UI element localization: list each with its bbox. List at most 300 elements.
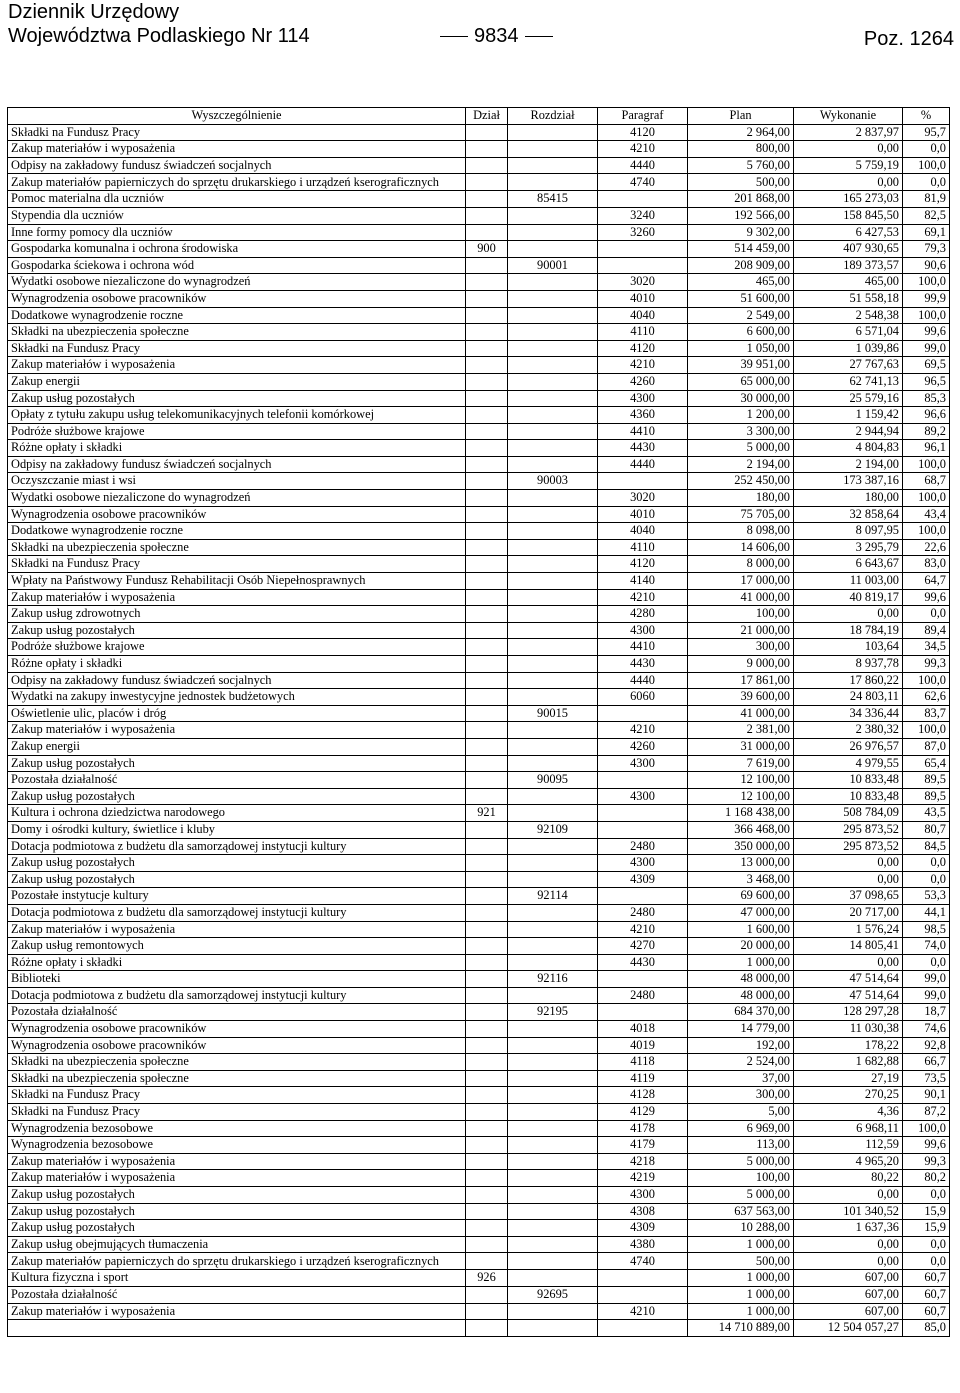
cell-plan: 1 000,00 — [688, 954, 794, 971]
cell-percent: 81,9 — [903, 191, 950, 208]
cell-description: Odpisy na zakładowy fundusz świadczeń socjalnych — [8, 157, 466, 174]
cell-paragraph — [598, 821, 688, 838]
cell-percent: 100,0 — [903, 307, 950, 324]
col-description: Wyszczególnienie — [8, 108, 466, 125]
table-row — [8, 1054, 950, 1071]
cell-percent: 0,0 — [903, 1253, 950, 1270]
cell-plan: 201 868,00 — [688, 191, 794, 208]
cell-section — [466, 556, 508, 573]
cell-plan: 41 000,00 — [688, 705, 794, 722]
cell-plan: 17 000,00 — [688, 573, 794, 590]
cell-paragraph: 4309 — [598, 871, 688, 888]
cell-execution: 407 930,65 — [794, 241, 903, 258]
cell-description: Pozostałe instytucje kultury — [8, 888, 466, 905]
table-row — [8, 705, 950, 722]
cell-chapter — [508, 174, 598, 191]
cell-execution: 8 097,95 — [794, 523, 903, 540]
table-row — [8, 954, 950, 971]
cell-paragraph: 4110 — [598, 539, 688, 556]
cell-paragraph — [598, 888, 688, 905]
cell-percent: 0,0 — [903, 1187, 950, 1204]
cell-plan: 51 600,00 — [688, 290, 794, 307]
cell-percent: 0,0 — [903, 954, 950, 971]
cell-section — [466, 573, 508, 590]
cell-description: Oświetlenie ulic, placów i dróg — [8, 705, 466, 722]
cell-section — [466, 938, 508, 955]
table-row — [8, 440, 950, 457]
cell-description: Zakup energii — [8, 373, 466, 390]
cell-percent: 90,6 — [903, 257, 950, 274]
cell-paragraph: 2480 — [598, 838, 688, 855]
cell-execution: 103,64 — [794, 639, 903, 656]
cell-chapter — [508, 755, 598, 772]
cell-section: 900 — [466, 241, 508, 258]
cell-section — [466, 1286, 508, 1303]
cell-execution: 11 003,00 — [794, 573, 903, 590]
cell-chapter — [508, 1137, 598, 1154]
cell-section — [466, 290, 508, 307]
cell-description: Zakup usług zdrowotnych — [8, 606, 466, 623]
cell-section — [466, 606, 508, 623]
cell-plan: 100,00 — [688, 606, 794, 623]
cell-plan: 300,00 — [688, 639, 794, 656]
cell-section — [466, 755, 508, 772]
cell-section — [466, 971, 508, 988]
cell-execution: 1 039,86 — [794, 340, 903, 357]
cell-execution: 112,59 — [794, 1137, 903, 1154]
cell-execution: 101 340,52 — [794, 1203, 903, 1220]
cell-section — [466, 157, 508, 174]
cell-execution: 47 514,64 — [794, 987, 903, 1004]
cell-description: Wydatki osobowe niezaliczone do wynagrodzeń — [8, 490, 466, 507]
cell-section — [466, 274, 508, 291]
cell-execution: 37 098,65 — [794, 888, 903, 905]
cell-paragraph: 4300 — [598, 390, 688, 407]
cell-description: Gospodarka komunalna i ochrona środowiska — [8, 241, 466, 258]
cell-section — [466, 838, 508, 855]
cell-chapter — [508, 141, 598, 158]
table-row — [8, 539, 950, 556]
cell-plan: 366 468,00 — [688, 821, 794, 838]
cell-plan: 9 000,00 — [688, 656, 794, 673]
cell-description: Zakup materiałów i wyposażenia — [8, 357, 466, 374]
col-paragraph: Paragraf — [598, 108, 688, 125]
cell-paragraph: 4300 — [598, 755, 688, 772]
cell-execution: 0,00 — [794, 855, 903, 872]
table-row — [8, 871, 950, 888]
cell-percent: 99,0 — [903, 340, 950, 357]
cell-paragraph: 3020 — [598, 274, 688, 291]
cell-percent: 99,9 — [903, 290, 950, 307]
cell-description: Dotacja podmiotowa z budżetu dla samorządowej instytucji kultury — [8, 904, 466, 921]
cell-section — [466, 340, 508, 357]
cell-percent: 73,5 — [903, 1070, 950, 1087]
cell-section — [466, 1104, 508, 1121]
cell-description: Pozostała działalność — [8, 772, 466, 789]
cell-percent: 99,3 — [903, 656, 950, 673]
cell-description: Zakup usług pozostałych — [8, 1187, 466, 1204]
cell-chapter — [508, 157, 598, 174]
cell-plan: 41 000,00 — [688, 589, 794, 606]
cell-plan: 30 000,00 — [688, 390, 794, 407]
cell-chapter — [508, 722, 598, 739]
cell-description: Składki na Fundusz Pracy — [8, 124, 466, 141]
cell-chapter — [508, 290, 598, 307]
cell-chapter — [508, 738, 598, 755]
cell-description: Różne opłaty i składki — [8, 440, 466, 457]
journal-subtitle: Województwa Podlaskiego Nr 114 — [8, 25, 310, 47]
cell-section — [466, 373, 508, 390]
cell-chapter — [508, 689, 598, 706]
cell-description: Wynagrodzenia osobowe pracowników — [8, 1037, 466, 1054]
cell-section — [466, 191, 508, 208]
cell-paragraph — [598, 191, 688, 208]
cell-chapter — [508, 124, 598, 141]
cell-section — [466, 738, 508, 755]
cell-plan: 500,00 — [688, 1253, 794, 1270]
table-row — [8, 1220, 950, 1237]
cell-description: Składki na Fundusz Pracy — [8, 340, 466, 357]
table-row — [8, 855, 950, 872]
cell-plan: 3 468,00 — [688, 871, 794, 888]
cell-paragraph: 4740 — [598, 1253, 688, 1270]
table-row — [8, 1153, 950, 1170]
cell-paragraph — [598, 705, 688, 722]
cell-description: Wynagrodzenia osobowe pracowników — [8, 290, 466, 307]
cell-percent: 69,1 — [903, 224, 950, 241]
cell-paragraph: 3260 — [598, 224, 688, 241]
table-row — [8, 157, 950, 174]
cell-paragraph: 4210 — [598, 357, 688, 374]
cell-chapter — [508, 1270, 598, 1287]
cell-chapter: 92695 — [508, 1286, 598, 1303]
cell-section — [466, 324, 508, 341]
cell-chapter — [508, 1104, 598, 1121]
cell-description: Dodatkowe wynagrodzenie roczne — [8, 523, 466, 540]
cell-execution: 1 637,36 — [794, 1220, 903, 1237]
cell-chapter: 90003 — [508, 473, 598, 490]
table-row — [8, 656, 950, 673]
cell-execution: 180,00 — [794, 490, 903, 507]
table-row — [8, 1087, 950, 1104]
cell-percent: 0,0 — [903, 174, 950, 191]
cell-section — [466, 639, 508, 656]
table-row — [8, 755, 950, 772]
cell-execution: 607,00 — [794, 1303, 903, 1320]
cell-paragraph: 4120 — [598, 124, 688, 141]
table-row — [8, 838, 950, 855]
cell-plan: 1 600,00 — [688, 921, 794, 938]
table-row — [8, 490, 950, 507]
cell-plan: 65 000,00 — [688, 373, 794, 390]
cell-execution: 295 873,52 — [794, 838, 903, 855]
table-row — [8, 307, 950, 324]
cell-execution: 2 380,32 — [794, 722, 903, 739]
cell-percent: 89,4 — [903, 622, 950, 639]
cell-execution: 178,22 — [794, 1037, 903, 1054]
cell-description: Zakup usług pozostałych — [8, 871, 466, 888]
col-plan: Plan — [688, 108, 794, 125]
cell-plan: 5 000,00 — [688, 1187, 794, 1204]
cell-paragraph: 4300 — [598, 622, 688, 639]
cell-paragraph: 4410 — [598, 639, 688, 656]
table-row — [8, 672, 950, 689]
cell-paragraph: 4119 — [598, 1070, 688, 1087]
table-row — [8, 971, 950, 988]
cell-plan: 1 000,00 — [688, 1303, 794, 1320]
cell-execution: 508 784,09 — [794, 805, 903, 822]
cell-paragraph: 4210 — [598, 589, 688, 606]
cell-plan: 8 098,00 — [688, 523, 794, 540]
cell-chapter — [508, 1037, 598, 1054]
cell-percent: 62,6 — [903, 689, 950, 706]
cell-paragraph: 4308 — [598, 1203, 688, 1220]
cell-paragraph: 4128 — [598, 1087, 688, 1104]
cell-description: Wynagrodzenia osobowe pracowników — [8, 1021, 466, 1038]
table-row — [8, 456, 950, 473]
dash-left — [440, 36, 468, 37]
cell-section — [466, 207, 508, 224]
cell-paragraph: 4010 — [598, 506, 688, 523]
cell-plan: 31 000,00 — [688, 738, 794, 755]
cell-plan: 6 969,00 — [688, 1120, 794, 1137]
table-row — [8, 1004, 950, 1021]
cell-chapter — [508, 1170, 598, 1187]
table-row — [8, 1286, 950, 1303]
cell-paragraph: 4280 — [598, 606, 688, 623]
cell-section — [466, 141, 508, 158]
cell-execution: 607,00 — [794, 1270, 903, 1287]
cell-description: Różne opłaty i składki — [8, 954, 466, 971]
cell-description: Odpisy na zakładowy fundusz świadczeń socjalnych — [8, 456, 466, 473]
cell-execution: 0,00 — [794, 1236, 903, 1253]
cell-paragraph: 4210 — [598, 921, 688, 938]
table-row — [8, 407, 950, 424]
cell-description: Składki na ubezpieczenia społeczne — [8, 539, 466, 556]
cell-plan: 684 370,00 — [688, 1004, 794, 1021]
cell-percent: 99,0 — [903, 987, 950, 1004]
cell-section — [466, 390, 508, 407]
cell-paragraph: 4210 — [598, 1303, 688, 1320]
cell-chapter — [508, 904, 598, 921]
table-row — [8, 573, 950, 590]
table-row — [8, 274, 950, 291]
cell-chapter — [508, 1070, 598, 1087]
cell-description: Składki na Fundusz Pracy — [8, 556, 466, 573]
cell-description: Pomoc materialna dla uczniów — [8, 191, 466, 208]
cell-plan: 300,00 — [688, 1087, 794, 1104]
cell-section — [466, 705, 508, 722]
cell-description: Pozostała działalność — [8, 1286, 466, 1303]
cell-section — [466, 539, 508, 556]
cell-description: Gospodarka ściekowa i ochrona wód — [8, 257, 466, 274]
table-row — [8, 390, 950, 407]
cell-percent: 87,2 — [903, 1104, 950, 1121]
cell-chapter — [508, 805, 598, 822]
cell-plan: 5 000,00 — [688, 1153, 794, 1170]
cell-paragraph: 4140 — [598, 573, 688, 590]
page-header — [8, 0, 954, 60]
cell-chapter — [508, 523, 598, 540]
cell-plan: 1 000,00 — [688, 1236, 794, 1253]
cell-chapter — [508, 1303, 598, 1320]
cell-chapter — [508, 1153, 598, 1170]
cell-description: Zakup materiałów i wyposażenia — [8, 1153, 466, 1170]
cell-paragraph: 4430 — [598, 656, 688, 673]
cell-section — [466, 689, 508, 706]
cell-paragraph: 4018 — [598, 1021, 688, 1038]
cell-description — [8, 1320, 466, 1337]
cell-section — [466, 1236, 508, 1253]
cell-description: Składki na Fundusz Pracy — [8, 1087, 466, 1104]
cell-plan: 1 200,00 — [688, 407, 794, 424]
cell-plan: 350 000,00 — [688, 838, 794, 855]
cell-chapter — [508, 855, 598, 872]
journal-title: Dziennik Urzędowy — [8, 1, 180, 23]
cell-paragraph: 3020 — [598, 490, 688, 507]
cell-section — [466, 1170, 508, 1187]
cell-description: Wydatki na zakupy inwestycyjne jednostek budżetowych — [8, 689, 466, 706]
cell-chapter — [508, 622, 598, 639]
header-row — [8, 108, 950, 125]
cell-description: Dotacja podmiotowa z budżetu dla samorządowej instytucji kultury — [8, 987, 466, 1004]
col-percent: % — [903, 108, 950, 125]
cell-description: Stypendia dla uczniów — [8, 207, 466, 224]
cell-execution: 165 273,03 — [794, 191, 903, 208]
cell-section — [466, 1137, 508, 1154]
cell-section — [466, 1303, 508, 1320]
cell-execution: 4 965,20 — [794, 1153, 903, 1170]
cell-plan: 2 964,00 — [688, 124, 794, 141]
cell-chapter — [508, 1187, 598, 1204]
cell-plan: 208 909,00 — [688, 257, 794, 274]
cell-percent: 69,5 — [903, 357, 950, 374]
cell-percent: 89,5 — [903, 772, 950, 789]
cell-execution: 270,25 — [794, 1087, 903, 1104]
page-number — [434, 24, 559, 49]
cell-percent: 100,0 — [903, 157, 950, 174]
table-row — [8, 290, 950, 307]
cell-chapter — [508, 224, 598, 241]
cell-chapter — [508, 589, 598, 606]
table-row — [8, 191, 950, 208]
cell-section: 921 — [466, 805, 508, 822]
cell-plan: 7 619,00 — [688, 755, 794, 772]
cell-section — [466, 1203, 508, 1220]
cell-plan: 48 000,00 — [688, 987, 794, 1004]
table-row — [8, 423, 950, 440]
table-row — [8, 556, 950, 573]
table-row — [8, 722, 950, 739]
cell-paragraph: 4178 — [598, 1120, 688, 1137]
cell-execution: 3 295,79 — [794, 539, 903, 556]
cell-percent: 34,5 — [903, 639, 950, 656]
cell-chapter: 92195 — [508, 1004, 598, 1021]
cell-paragraph — [598, 1270, 688, 1287]
cell-percent: 0,0 — [903, 855, 950, 872]
cell-description: Zakup usług pozostałych — [8, 1203, 466, 1220]
cell-description: Zakup usług pozostałych — [8, 622, 466, 639]
cell-plan: 47 000,00 — [688, 904, 794, 921]
cell-paragraph — [598, 257, 688, 274]
cell-section — [466, 821, 508, 838]
cell-plan: 2 381,00 — [688, 722, 794, 739]
cell-section — [466, 490, 508, 507]
table-row — [8, 1137, 950, 1154]
cell-description: Zakup energii — [8, 738, 466, 755]
cell-chapter — [508, 606, 598, 623]
table-row — [8, 224, 950, 241]
cell-chapter — [508, 340, 598, 357]
cell-section — [466, 174, 508, 191]
cell-execution: 0,00 — [794, 954, 903, 971]
cell-paragraph: 4118 — [598, 1054, 688, 1071]
cell-paragraph: 2480 — [598, 904, 688, 921]
cell-section — [466, 888, 508, 905]
table-row — [8, 1253, 950, 1270]
cell-execution: 0,00 — [794, 606, 903, 623]
cell-paragraph: 4120 — [598, 556, 688, 573]
cell-plan: 1 050,00 — [688, 340, 794, 357]
cell-plan: 6 600,00 — [688, 324, 794, 341]
cell-description: Zakup materiałów papierniczych do sprzętu drukarskiego i urządzeń kserograficznych — [8, 174, 466, 191]
cell-percent: 98,5 — [903, 921, 950, 938]
cell-chapter — [508, 1236, 598, 1253]
table-row — [8, 141, 950, 158]
cell-paragraph: 4360 — [598, 407, 688, 424]
cell-percent: 96,1 — [903, 440, 950, 457]
cell-execution: 8 937,78 — [794, 656, 903, 673]
cell-paragraph: 4440 — [598, 456, 688, 473]
table-row — [8, 506, 950, 523]
cell-percent: 83,7 — [903, 705, 950, 722]
cell-paragraph: 4380 — [598, 1236, 688, 1253]
cell-description: Odpisy na zakładowy fundusz świadczeń socjalnych — [8, 672, 466, 689]
cell-percent: 60,7 — [903, 1286, 950, 1303]
cell-chapter — [508, 440, 598, 457]
table-row — [8, 904, 950, 921]
cell-chapter — [508, 324, 598, 341]
col-chapter: Rozdział — [508, 108, 598, 125]
cell-execution: 18 784,19 — [794, 622, 903, 639]
cell-description: Zakup materiałów i wyposażenia — [8, 1170, 466, 1187]
cell-section — [466, 921, 508, 938]
cell-plan: 637 563,00 — [688, 1203, 794, 1220]
table-row — [8, 888, 950, 905]
table-row — [8, 589, 950, 606]
table-row — [8, 340, 950, 357]
cell-chapter — [508, 423, 598, 440]
cell-percent: 43,4 — [903, 506, 950, 523]
cell-plan: 2 524,00 — [688, 1054, 794, 1071]
cell-plan: 39 600,00 — [688, 689, 794, 706]
cell-execution: 1 576,24 — [794, 921, 903, 938]
table-row — [8, 772, 950, 789]
cell-description: Zakup materiałów i wyposażenia — [8, 1303, 466, 1320]
cell-chapter — [508, 556, 598, 573]
cell-description: Wydatki osobowe niezaliczone do wynagrodzeń — [8, 274, 466, 291]
cell-execution: 10 833,48 — [794, 788, 903, 805]
cell-section: 926 — [466, 1270, 508, 1287]
table-row — [8, 1037, 950, 1054]
cell-paragraph: 4300 — [598, 855, 688, 872]
cell-paragraph: 2480 — [598, 987, 688, 1004]
cell-chapter — [508, 1220, 598, 1237]
cell-chapter — [508, 987, 598, 1004]
cell-plan: 39 951,00 — [688, 357, 794, 374]
cell-paragraph — [598, 805, 688, 822]
dash-right — [525, 36, 553, 37]
